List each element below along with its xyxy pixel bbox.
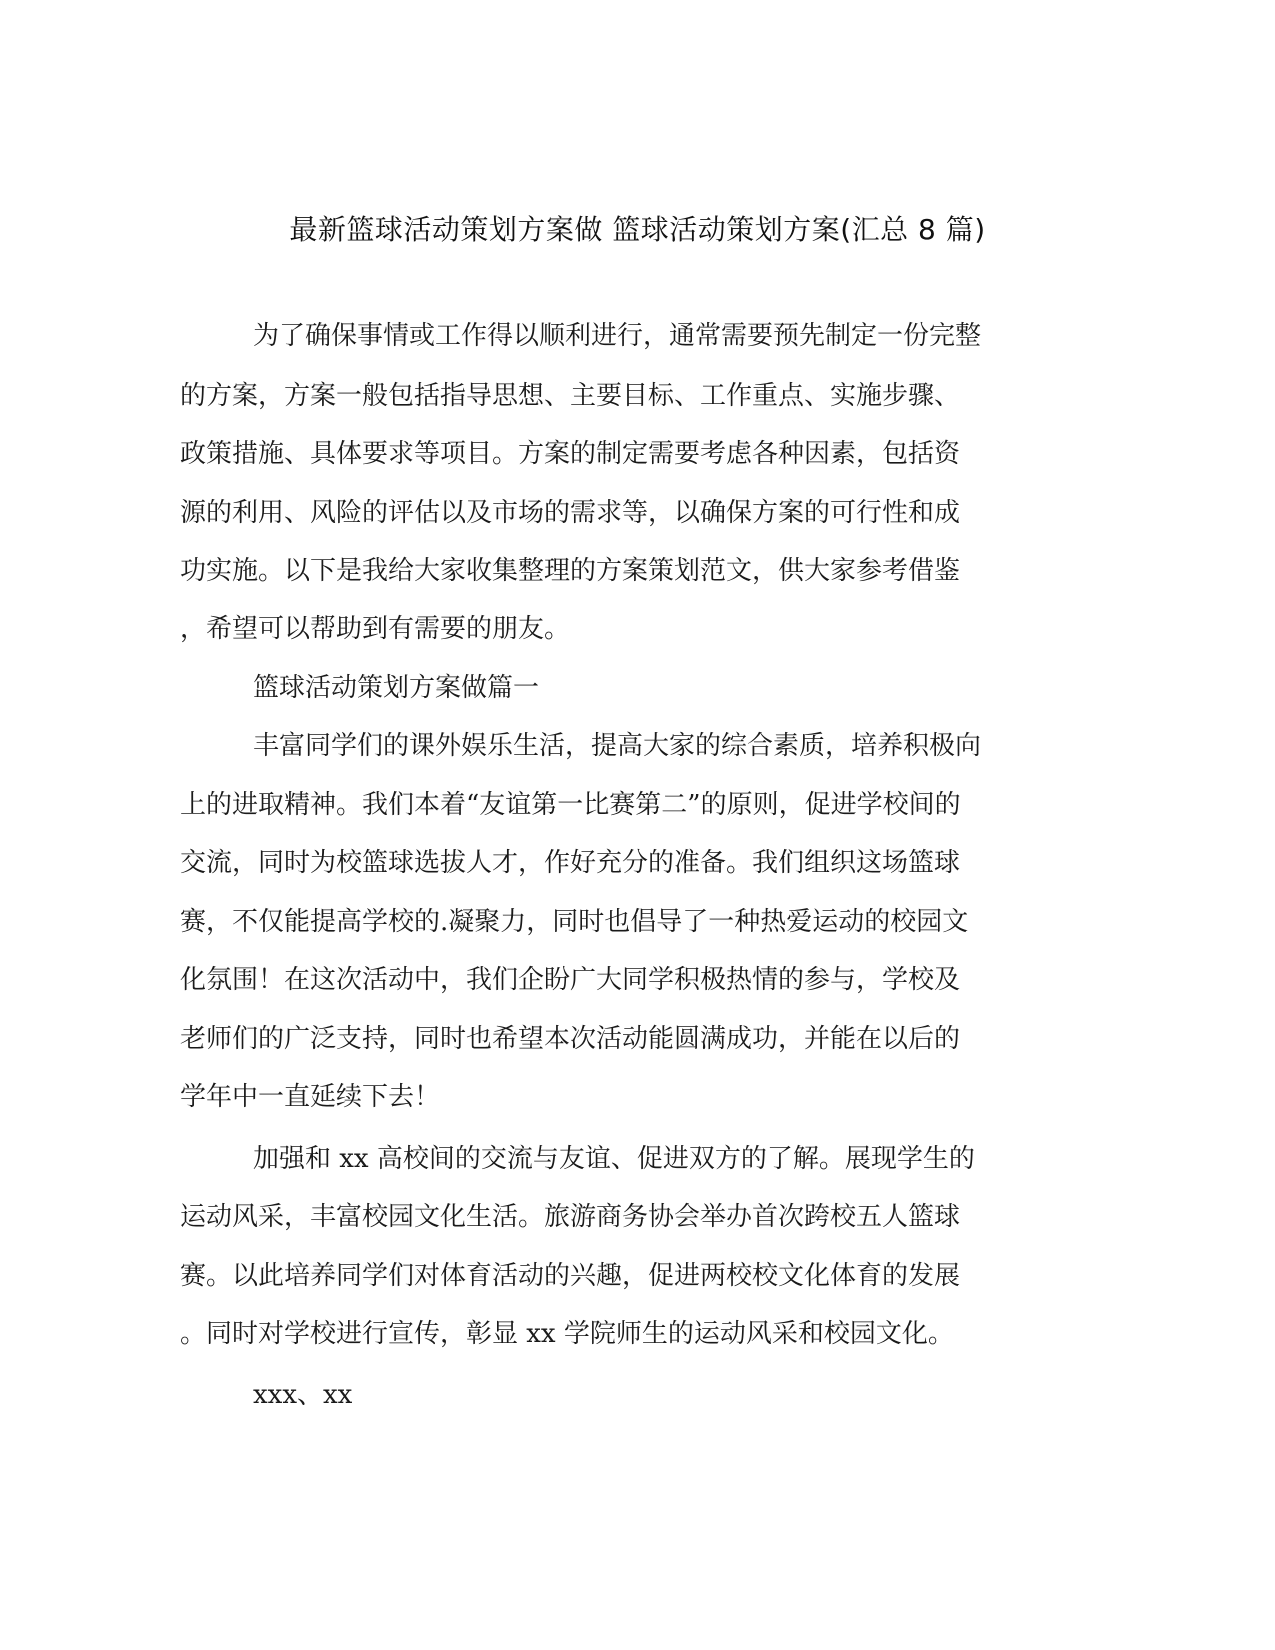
section-heading: 篮球活动策划方案做篇一: [253, 673, 540, 703]
paragraph-line: 赛，不仅能提高学校的.凝聚力，同时也倡导了一种热爱运动的校园文: [180, 907, 969, 937]
paragraph-line: 学年中一直延续下去！: [180, 1082, 441, 1112]
paragraph-line: 上的进取精神。我们本着“友谊第一比赛第二”的原则，促进学校间的: [180, 790, 961, 820]
intro-line: 功实施。以下是我给大家收集整理的方案策划范文，供大家参考借鉴: [180, 556, 961, 586]
paragraph-line: 丰富同学们的课外娱乐生活，提高大家的综合素质，培养积极向: [253, 731, 982, 761]
intro-line: 为了确保事情或工作得以顺利进行，通常需要预先制定一份完整: [253, 321, 982, 351]
closing-line: xxx、xx: [253, 1380, 353, 1410]
intro-line: ，希望可以帮助到有需要的朋友。: [180, 614, 571, 644]
paragraph-line: 老师们的广泛支持，同时也希望本次活动能圆满成功，并能在以后的: [180, 1024, 961, 1054]
paragraph-line: 运动风采，丰富校园文化生活。旅游商务协会举办首次跨校五人篮球: [180, 1202, 961, 1232]
intro-line: 政策措施、具体要求等项目。方案的制定需要考虑各种因素，包括资: [180, 439, 961, 469]
paragraph-line: 交流，同时为校篮球选拔人才，作好充分的准备。我们组织这场篮球: [180, 848, 961, 878]
intro-line: 的方案，方案一般包括指导思想、主要目标、工作重点、实施步骤、: [180, 381, 961, 411]
intro-line: 源的利用、风险的评估以及市场的需求等，以确保方案的可行性和成: [180, 498, 961, 528]
paragraph-line: 赛。以此培养同学们对体育活动的兴趣，促进两校校文化体育的发展: [180, 1261, 961, 1291]
paragraph-line: 加强和 xx 高校间的交流与友谊、促进双方的了解。展现学生的: [253, 1144, 975, 1174]
paragraph-line: 化氛围！在这次活动中，我们企盼广大同学积极热情的参与，学校及: [180, 965, 961, 995]
document-title: 最新篮球活动策划方案做 篮球活动策划方案(汇总 8 篇): [289, 213, 986, 246]
paragraph-line: 。同时对学校进行宣传，彰显 xx 学院师生的运动风采和校园文化。: [180, 1319, 954, 1349]
